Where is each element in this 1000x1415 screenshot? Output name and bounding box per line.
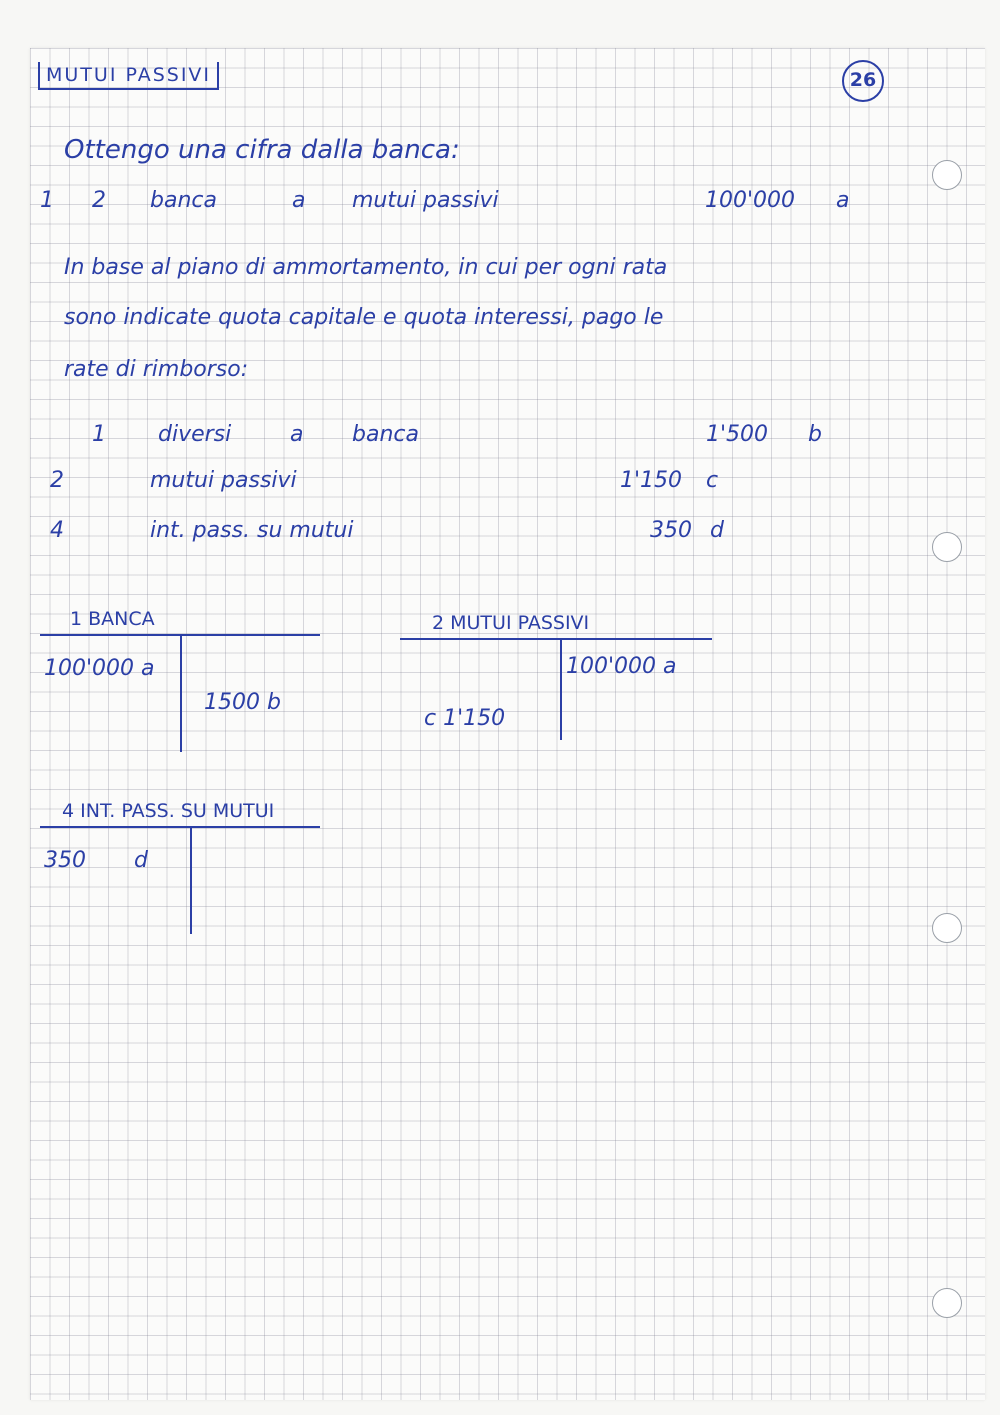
paragraph-line-3: rate di rimborso: — [64, 357, 249, 382]
t-account-interessi-debit: 350 — [44, 848, 86, 873]
t-account-banca-debit: 100'000 a — [44, 656, 155, 681]
entry2-row2-label: int. pass. su mutui — [150, 518, 354, 543]
t-account-interessi-debit-letter: d — [134, 848, 148, 873]
t-account-mutui-title: 2 MUTUI PASSIVI — [432, 612, 590, 634]
entry2-row1-amount: 1'150 — [620, 468, 683, 493]
t-account-interessi-title: 4 INT. PASS. SU MUTUI — [62, 800, 275, 822]
paragraph-line-2: sono indicate quota capitale e quota interessi, pago le — [64, 305, 664, 330]
intro-text: Ottengo una cifra dalla banca: — [64, 135, 460, 165]
entry2-row2-num: 4 — [50, 518, 64, 543]
entry1-amount: 100'000 — [705, 188, 796, 213]
t-account-mutui-vline — [560, 640, 562, 740]
entry2-row1-num: 2 — [50, 468, 64, 493]
entry1-letter: a — [836, 188, 850, 213]
t-account-interessi-vline — [190, 828, 192, 934]
entry2-row2-amount: 350 — [650, 518, 692, 543]
binder-hole-2 — [932, 532, 962, 562]
entry2-row1-letter: c — [706, 468, 719, 493]
entry2-amount: 1'500 — [706, 422, 769, 447]
t-account-banca-credit: 1500 b — [204, 690, 281, 715]
entry1-num-a: 1 — [40, 188, 54, 213]
t-account-mutui-credit: 100'000 a — [566, 654, 677, 679]
entry1-debit: banca — [150, 188, 217, 213]
page-title: MUTUI PASSIVI — [38, 62, 219, 90]
paragraph-line-1: In base al piano di ammortamento, in cui per ogni rata — [64, 255, 668, 280]
entry2-debit: diversi — [158, 422, 232, 447]
binder-hole-4 — [932, 1288, 962, 1318]
notebook-page — [30, 48, 985, 1400]
binder-hole-1 — [932, 160, 962, 190]
page-number: 26 — [842, 60, 884, 102]
t-account-banca-vline — [180, 636, 182, 752]
t-account-banca-title: 1 BANCA — [70, 608, 155, 630]
entry1-credit: mutui passivi — [352, 188, 499, 213]
entry1-a: a — [292, 188, 306, 213]
binder-hole-3 — [932, 913, 962, 943]
t-account-interessi-hline — [40, 826, 320, 828]
entry2-letter: b — [808, 422, 822, 447]
entry1-num-b: 2 — [92, 188, 106, 213]
entry2-credit: banca — [352, 422, 419, 447]
entry2-row2-letter: d — [710, 518, 724, 543]
entry2-a: a — [290, 422, 304, 447]
t-account-mutui-debit: c 1'150 — [424, 706, 506, 731]
t-account-mutui-hline — [400, 638, 712, 640]
entry2-num: 1 — [92, 422, 106, 447]
entry2-row1-label: mutui passivi — [150, 468, 297, 493]
